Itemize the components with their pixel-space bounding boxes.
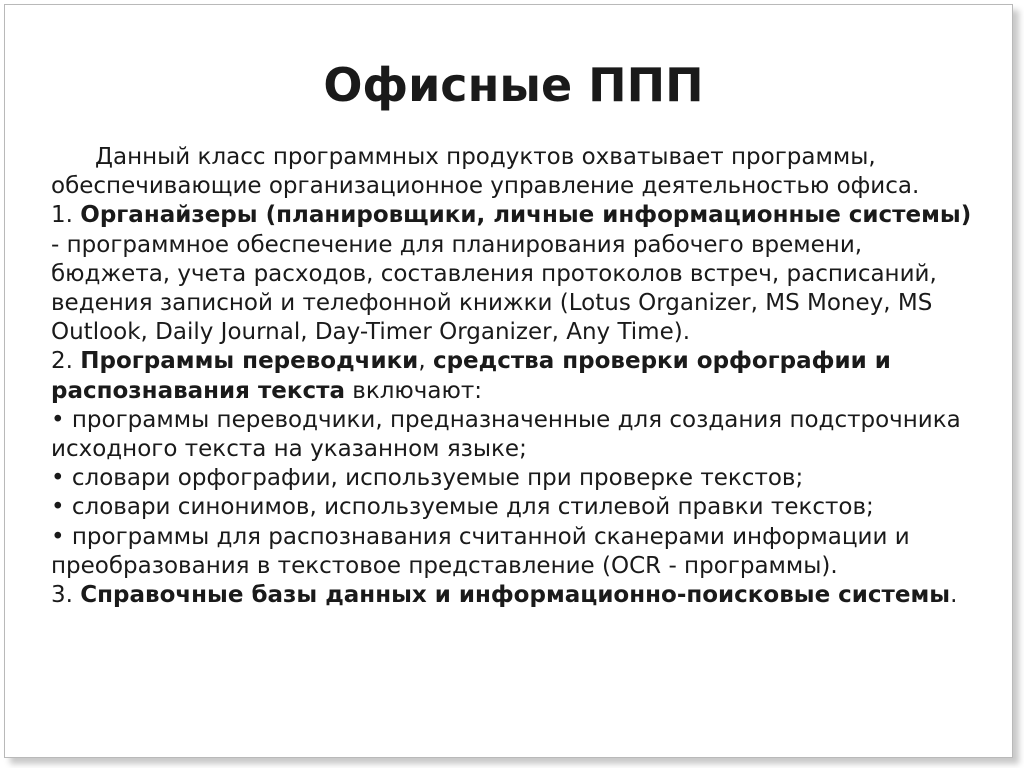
- slide-title: Офисные ППП: [323, 58, 704, 112]
- item-2-separator: ,: [418, 348, 433, 375]
- item-2-heading-a: Программы переводчики: [80, 348, 419, 375]
- bullet-item: • словари орфографии, используемые при проверке текстов;: [51, 465, 804, 492]
- bullet-item: • программы для распознавания считанной сканерами информации и преобразования в текстовое представление (OCR - программы).: [51, 523, 910, 579]
- item-2-heading-b: средства проверки орфографии и распознавания текста: [51, 348, 891, 404]
- item-1-heading: Органайзеры (планировщики, личные информационные системы): [80, 202, 972, 229]
- item-3-text: .: [950, 582, 958, 609]
- slide-frame: [4, 4, 1013, 758]
- intro-paragraph: Данный класс программных продуктов охватывает программы, обеспечивающие организационное управление деятельностью офиса.: [51, 144, 920, 200]
- item-2-number: 2.: [51, 348, 81, 375]
- item-2: [51, 347, 981, 405]
- item-3: [51, 581, 981, 610]
- item-1: [51, 201, 981, 347]
- bullet-item: • программы переводчики, предназначенные для создания подстрочника исходного текста на указанном языке;: [51, 406, 961, 463]
- bullet-item: • словари синонимов, используемые для стилевой правки текстов;: [51, 494, 874, 521]
- item-3-number: 3.: [51, 582, 81, 609]
- item-3-heading: Справочные базы данных и информационно-поисковые системы: [80, 582, 951, 609]
- item-1-number: 1.: [51, 202, 81, 229]
- item-1-text: - программное обеспечение для планирования рабочего времени, бюджета, учета расходов, составления протоколов встреч, расписаний, ведения записной и телефонной книжки (Lotus Organizer, MS Money, MS Outlook, Daily Journal, Day-Timer Organizer, Any Time).: [51, 231, 937, 346]
- item-2-text: включают:: [344, 377, 482, 404]
- slide-body: [51, 143, 981, 610]
